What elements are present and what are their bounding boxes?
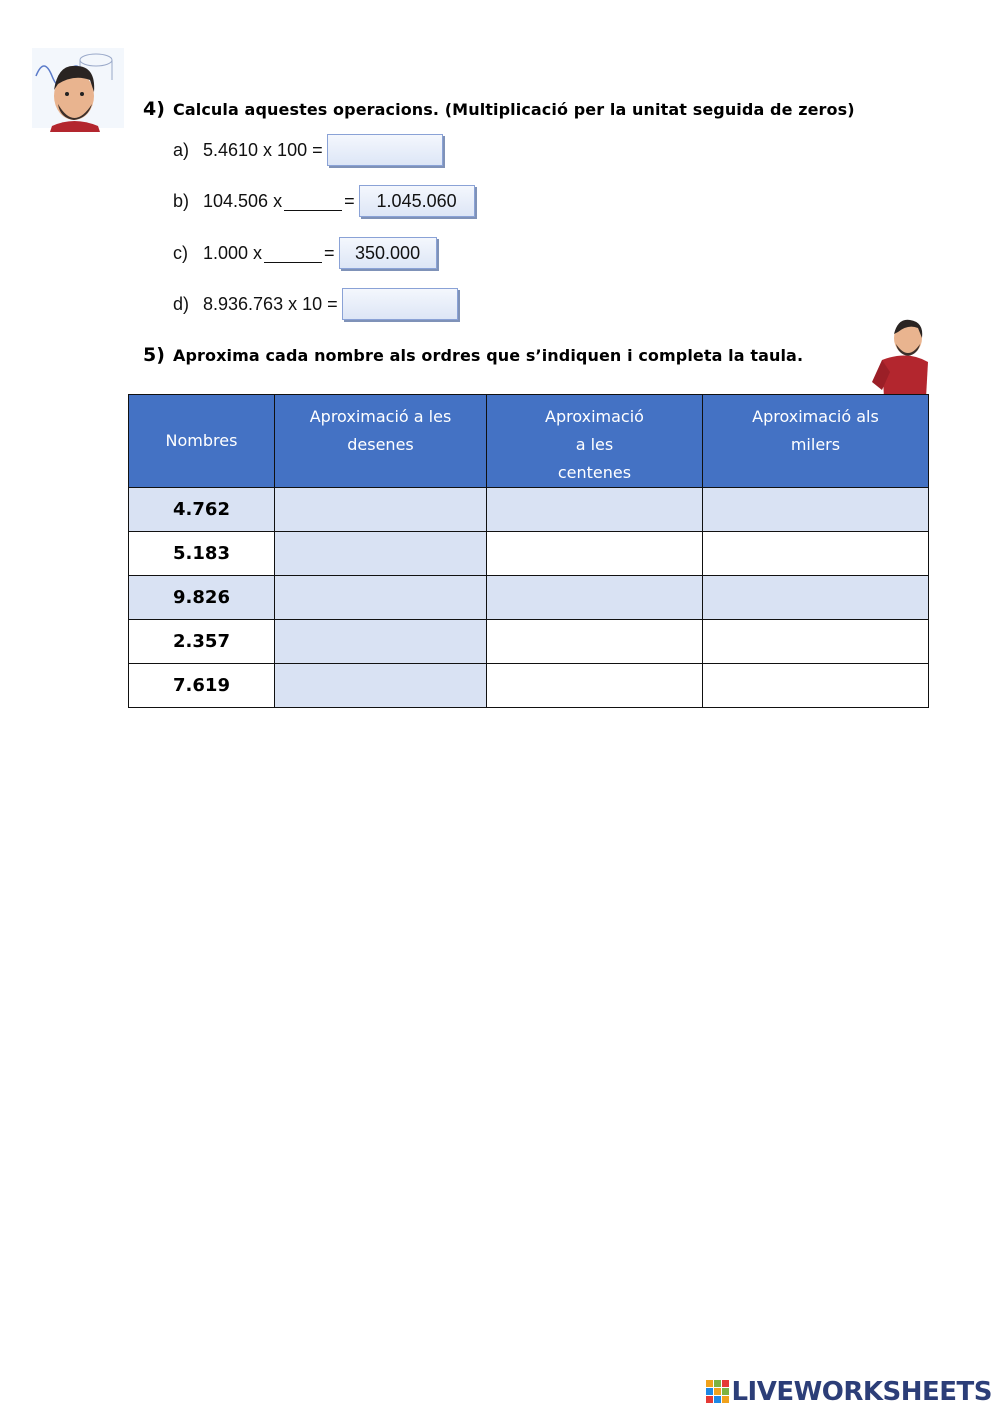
table-row [129, 488, 929, 532]
header-centenes: Aproximació a les centenes [487, 395, 703, 488]
answer-cell-milers[interactable] [702, 488, 928, 532]
operation-expression: 8.936.763 x 10 = [203, 293, 338, 314]
teacher-avatar [30, 46, 128, 132]
question-5-title: Aproxima cada nombre als ordres que s’indiquen i completa la taula. [173, 346, 804, 365]
operation-letter: d) [173, 293, 190, 314]
answer-cell-desenes[interactable] [275, 576, 487, 620]
answer-cell-desenes[interactable] [275, 532, 487, 576]
number-cell: 4.762 [129, 488, 275, 532]
operation-expression: 1.000 x [203, 242, 263, 263]
operation-equals: = [324, 242, 335, 263]
blank-line [284, 192, 342, 211]
question-4-number: 4) [143, 98, 165, 120]
table-row [129, 620, 929, 664]
answer-cell-milers[interactable] [702, 532, 928, 576]
answer-cell-desenes[interactable] [275, 620, 487, 664]
liveworksheets-icon [705, 1379, 731, 1405]
liveworksheets-logo[interactable] [705, 1377, 992, 1407]
answer-cell-centenes[interactable] [487, 664, 703, 708]
table-header-row [129, 395, 929, 488]
approximation-table [128, 394, 929, 708]
answer-cell-milers[interactable] [702, 664, 928, 708]
operation-letter: b) [173, 190, 190, 211]
answer-box-b[interactable]: 1.045.060 [359, 185, 475, 217]
answer-cell-milers[interactable] [702, 620, 928, 664]
number-cell: 5.183 [129, 532, 275, 576]
operation-letter: c) [173, 242, 188, 263]
liveworksheets-wordmark: LIVEWORKSHEETS [731, 1377, 992, 1407]
number-cell: 7.619 [129, 664, 275, 708]
answer-cell-centenes[interactable] [487, 576, 703, 620]
header-nombres: Nombres [129, 395, 275, 488]
answer-cell-desenes[interactable] [275, 488, 487, 532]
header-desenes: Aproximació a les desenes [275, 395, 487, 488]
table-row [129, 576, 929, 620]
answer-cell-desenes[interactable] [275, 664, 487, 708]
answer-input-a[interactable] [327, 134, 443, 166]
answer-cell-centenes[interactable] [487, 532, 703, 576]
operation-letter: a) [173, 139, 190, 160]
header-milers: Aproximació als milers [702, 395, 928, 488]
number-cell: 2.357 [129, 620, 275, 664]
operation-d [173, 288, 458, 320]
table-row [129, 532, 929, 576]
answer-input-d[interactable] [342, 288, 458, 320]
operation-equals: = [344, 190, 355, 211]
answer-cell-milers[interactable] [702, 576, 928, 620]
question-4-title: Calcula aquestes operacions. (Multiplicació per la unitat seguida de zeros) [173, 100, 855, 119]
operation-a [173, 134, 443, 166]
answer-cell-centenes[interactable] [487, 620, 703, 664]
operation-expression: 104.506 x [203, 190, 283, 211]
operation-expression: 5.4610 x 100 = [203, 139, 323, 160]
answer-cell-centenes[interactable] [487, 488, 703, 532]
table-row [129, 664, 929, 708]
operation-c [173, 237, 437, 269]
question-5-number: 5) [143, 344, 165, 366]
answer-box-c[interactable]: 350.000 [339, 237, 437, 269]
number-cell: 9.826 [129, 576, 275, 620]
operation-b [173, 185, 475, 217]
blank-line [264, 244, 322, 263]
